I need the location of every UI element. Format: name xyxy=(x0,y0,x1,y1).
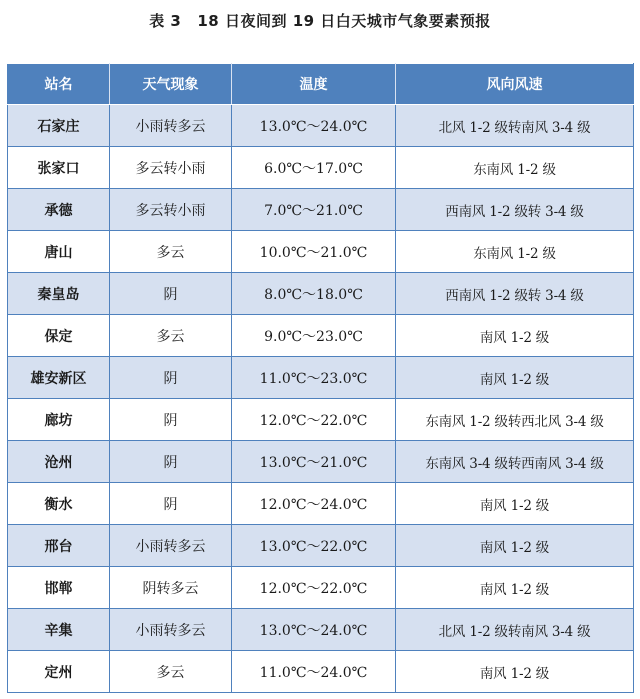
table-row xyxy=(8,189,634,231)
weather-cell: 阴转多云 xyxy=(110,567,232,609)
temperature-cell: 12.0℃～24.0℃ xyxy=(232,483,396,525)
wind-cell: 东南风 1-2 级 xyxy=(396,147,634,189)
station-cell: 承德 xyxy=(8,189,110,231)
wind-cell: 东南风 1-2 级转西北风 3-4 级 xyxy=(396,399,634,441)
wind-cell: 北风 1-2 级转南风 3-4 级 xyxy=(396,609,634,651)
weather-cell: 多云转小雨 xyxy=(110,147,232,189)
weather-cell: 阴 xyxy=(110,399,232,441)
forecast-table xyxy=(7,63,634,693)
wind-cell: 南风 1-2 级 xyxy=(396,357,634,399)
wind-cell: 南风 1-2 级 xyxy=(396,525,634,567)
temperature-cell: 6.0℃～17.0℃ xyxy=(232,147,396,189)
station-cell: 张家口 xyxy=(8,147,110,189)
station-cell: 廊坊 xyxy=(8,399,110,441)
weather-cell: 阴 xyxy=(110,273,232,315)
wind-cell: 北风 1-2 级转南风 3-4 级 xyxy=(396,105,634,147)
station-cell: 邢台 xyxy=(8,525,110,567)
wind-cell: 西南风 1-2 级转 3-4 级 xyxy=(396,189,634,231)
wind-cell: 南风 1-2 级 xyxy=(396,567,634,609)
table-row xyxy=(8,483,634,525)
wind-cell: 东南风 1-2 级 xyxy=(396,231,634,273)
wind-cell: 南风 1-2 级 xyxy=(396,651,634,693)
header-wind: 风向风速 xyxy=(396,64,634,105)
weather-cell: 阴 xyxy=(110,483,232,525)
station-cell: 邯郸 xyxy=(8,567,110,609)
station-cell: 衡水 xyxy=(8,483,110,525)
table-row xyxy=(8,315,634,357)
table-label: 表 3 xyxy=(149,12,182,30)
temperature-cell: 11.0℃～24.0℃ xyxy=(232,651,396,693)
table-row xyxy=(8,441,634,483)
table-caption xyxy=(0,10,640,31)
header-weather: 天气现象 xyxy=(110,64,232,105)
weather-cell: 小雨转多云 xyxy=(110,525,232,567)
header-temperature: 温度 xyxy=(232,64,396,105)
station-cell: 雄安新区 xyxy=(8,357,110,399)
station-cell: 秦皇岛 xyxy=(8,273,110,315)
temperature-cell: 11.0℃～23.0℃ xyxy=(232,357,396,399)
table-title: 18 日夜间到 19 日白天城市气象要素预报 xyxy=(197,12,491,30)
table-row xyxy=(8,273,634,315)
wind-cell: 南风 1-2 级 xyxy=(396,315,634,357)
temperature-cell: 13.0℃～24.0℃ xyxy=(232,609,396,651)
weather-cell: 多云 xyxy=(110,231,232,273)
table-row xyxy=(8,651,634,693)
temperature-cell: 10.0℃～21.0℃ xyxy=(232,231,396,273)
table-row xyxy=(8,525,634,567)
weather-cell: 小雨转多云 xyxy=(110,105,232,147)
temperature-cell: 13.0℃～21.0℃ xyxy=(232,441,396,483)
weather-cell: 多云转小雨 xyxy=(110,189,232,231)
header-station: 站名 xyxy=(8,64,110,105)
table-row xyxy=(8,399,634,441)
weather-cell: 阴 xyxy=(110,441,232,483)
temperature-cell: 12.0℃～22.0℃ xyxy=(232,567,396,609)
station-cell: 辛集 xyxy=(8,609,110,651)
weather-cell: 多云 xyxy=(110,651,232,693)
table-header-row xyxy=(8,64,634,105)
temperature-cell: 9.0℃～23.0℃ xyxy=(232,315,396,357)
temperature-cell: 8.0℃～18.0℃ xyxy=(232,273,396,315)
station-cell: 沧州 xyxy=(8,441,110,483)
weather-cell: 小雨转多云 xyxy=(110,609,232,651)
station-cell: 保定 xyxy=(8,315,110,357)
temperature-cell: 13.0℃～22.0℃ xyxy=(232,525,396,567)
wind-cell: 西南风 1-2 级转 3-4 级 xyxy=(396,273,634,315)
station-cell: 石家庄 xyxy=(8,105,110,147)
table-row xyxy=(8,105,634,147)
weather-cell: 阴 xyxy=(110,357,232,399)
table-row xyxy=(8,567,634,609)
wind-cell: 东南风 3-4 级转西南风 3-4 级 xyxy=(396,441,634,483)
temperature-cell: 12.0℃～22.0℃ xyxy=(232,399,396,441)
station-cell: 唐山 xyxy=(8,231,110,273)
station-cell: 定州 xyxy=(8,651,110,693)
table-row xyxy=(8,609,634,651)
weather-cell: 多云 xyxy=(110,315,232,357)
table-row xyxy=(8,231,634,273)
wind-cell: 南风 1-2 级 xyxy=(396,483,634,525)
temperature-cell: 7.0℃～21.0℃ xyxy=(232,189,396,231)
table-row xyxy=(8,147,634,189)
table-row xyxy=(8,357,634,399)
temperature-cell: 13.0℃～24.0℃ xyxy=(232,105,396,147)
